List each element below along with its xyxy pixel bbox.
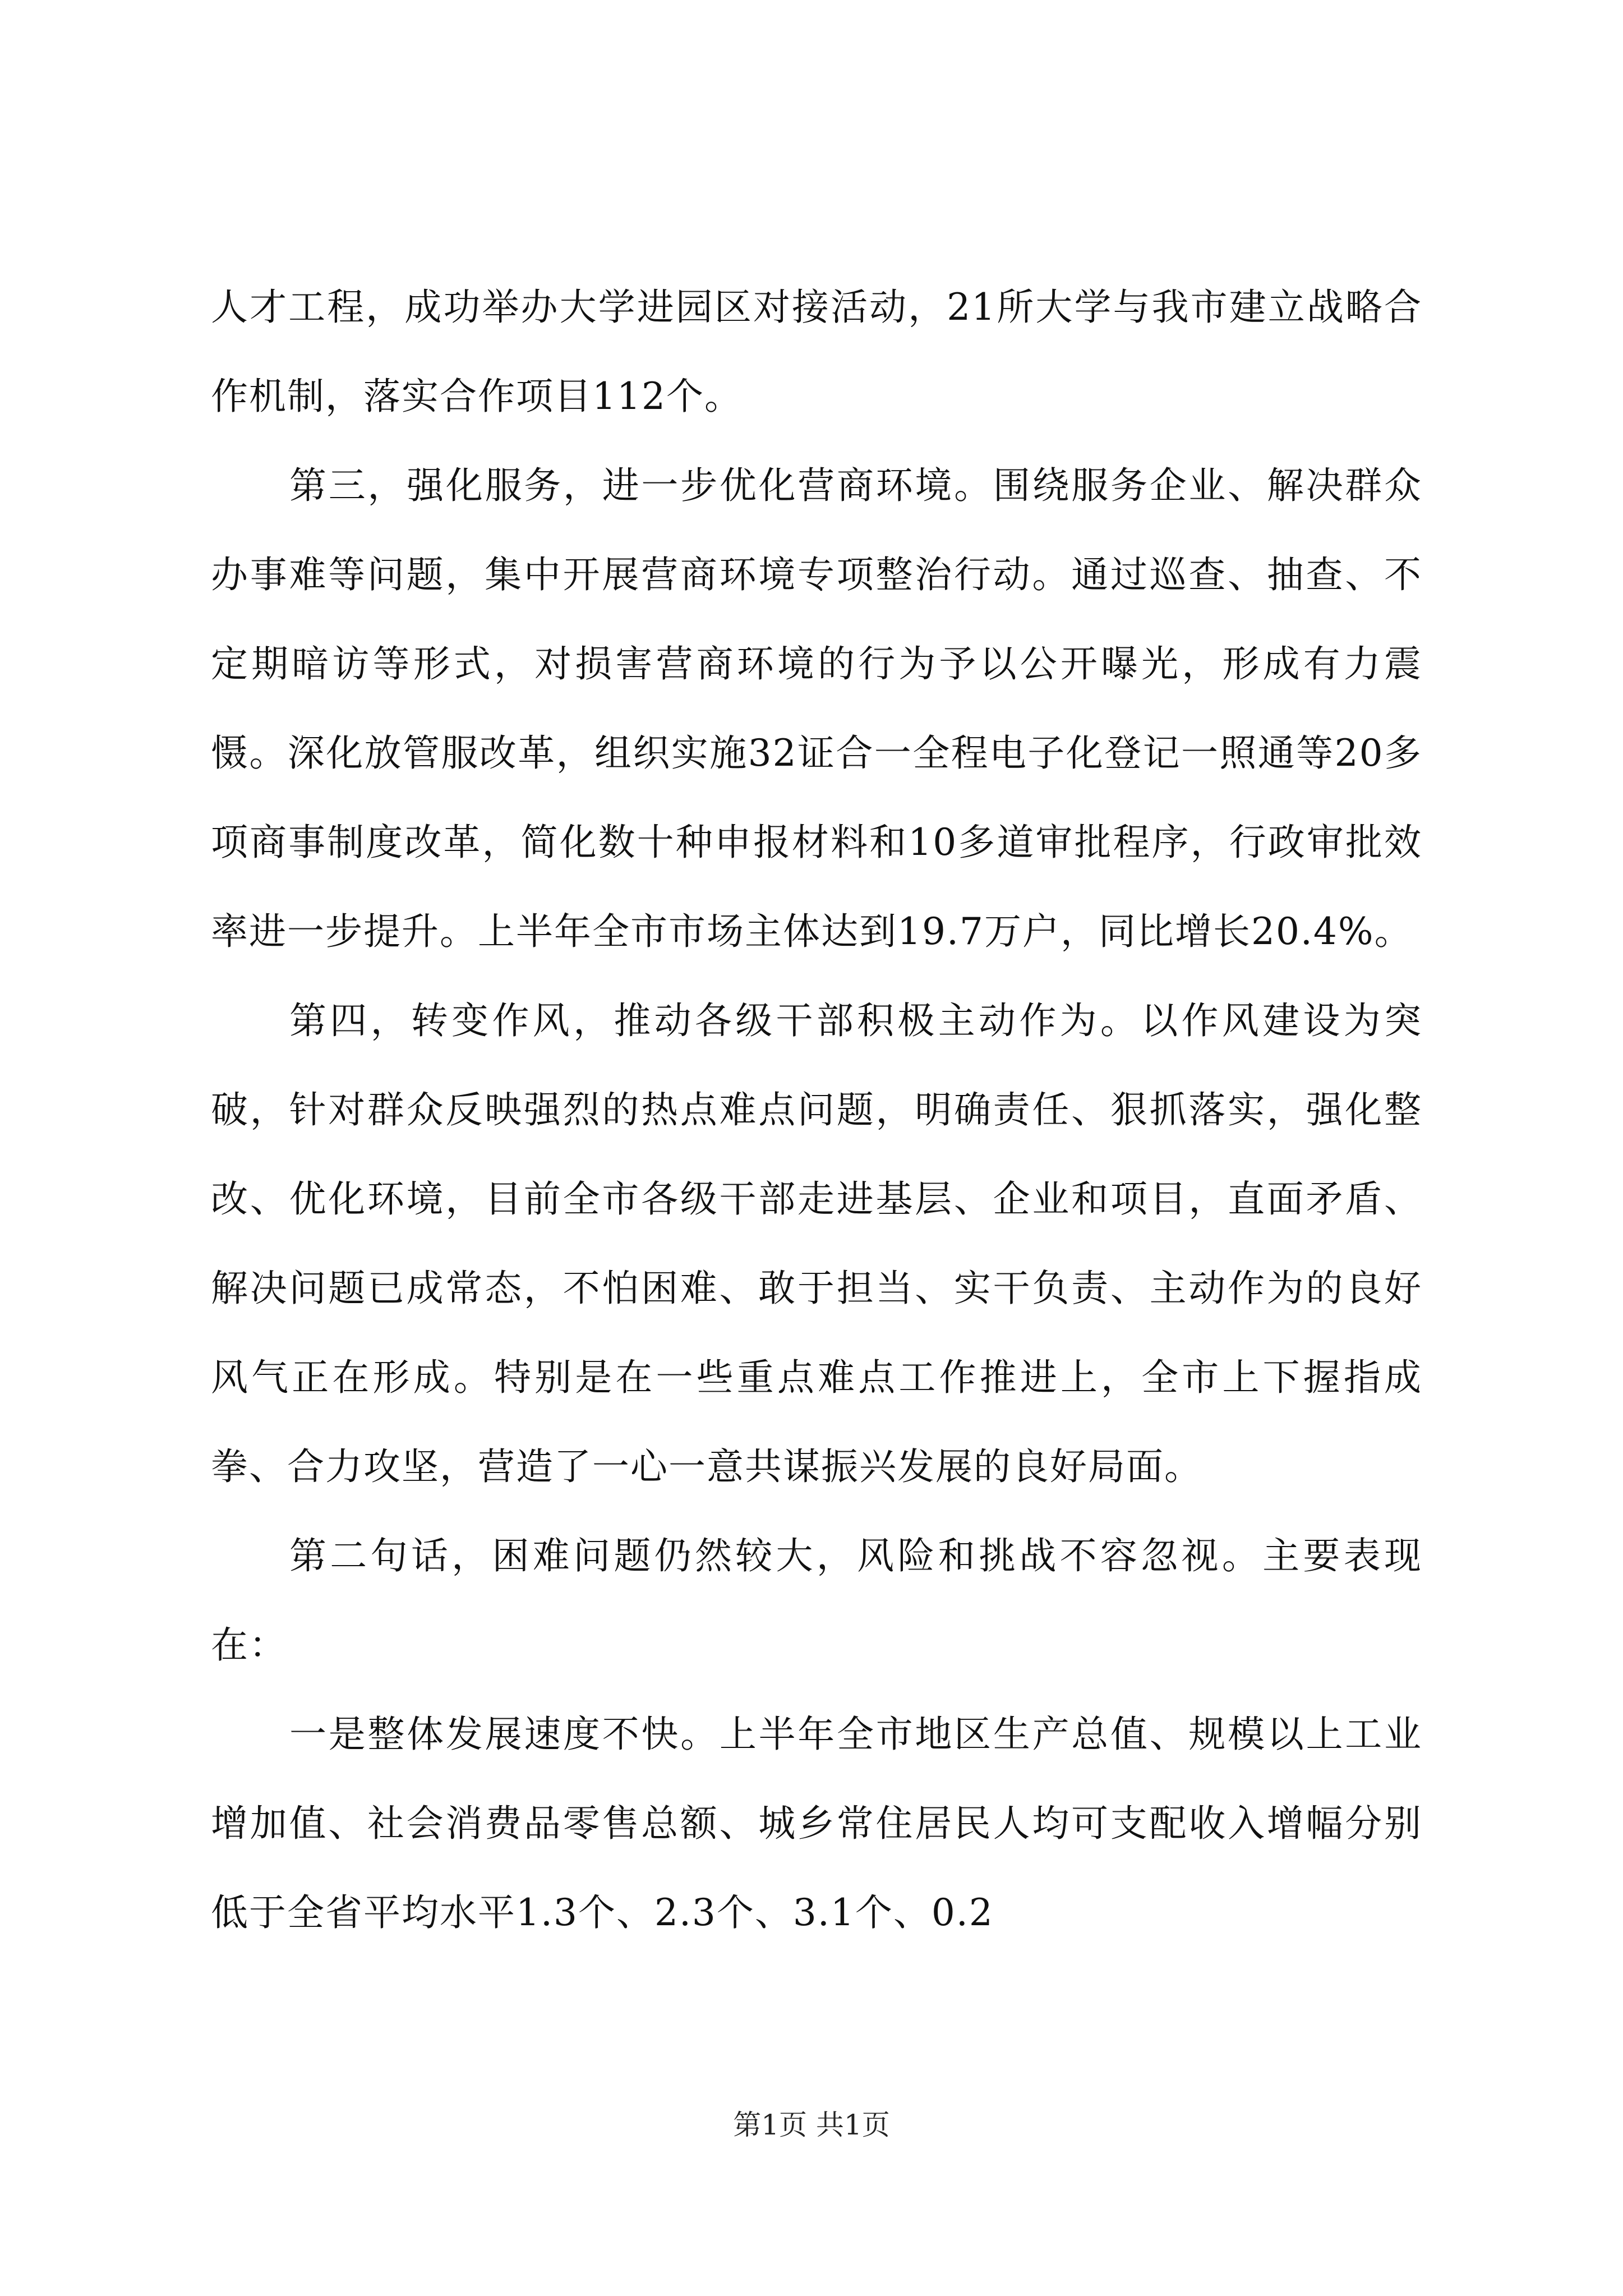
paragraph-2: 第三，强化服务，进一步优化营商环境。围绕服务企业、解决群众办事难等问题，集中开展营商环境专项整治行动。通过巡查、抽查、不定期暗访等形式，对损害营商环境的行为予以公开曝光，形成有力震慑。深化放管服改革，组织实施32证合一全程电子化登记一照通等20多项商事制度改革，简化数十种申报材料和10多道审批程序，行政审批效率进一步提升。上半年全市市场主体达到19.7万户，同比增长20.4%。 [211,464,1422,953]
paragraph-3: 第四，转变作风，推动各级干部积极主动作为。以作风建设为突破，针对群众反映强烈的热点难点问题，明确责任、狠抓落实，强化整改、优化环境，目前全市各级干部走进基层、企业和项目，直面矛盾、解决问题已成常态，不怕困难、敢于担当、实干负责、主动作为的良好风气正在形成。特别是在一些重点难点工作推进上，全市上下握指成拳、合力攻坚，营造了一心一意共谋振兴发展的良好局面。 [211,999,1422,1488]
document-body [211,263,1422,1957]
paragraph-4: 第二句话，困难问题仍然较大，风险和挑战不容忽视。主要表现在： [211,1534,1422,1667]
paragraph-5: 一是整体发展速度不快。上半年全市地区生产总值、规模以上工业增加值、社会消费品零售总额、城乡常住居民人均可支配收入增幅分别低于全省平均水平1.3个、2.3个、3.1个、0.2 [211,1713,1422,1934]
page-footer: 第1页 共1页 [733,2109,890,2141]
paragraph-1: 人才工程，成功举办大学进园区对接活动，21所大学与我市建立战略合作机制，落实合作项目112个。 [211,286,1422,418]
